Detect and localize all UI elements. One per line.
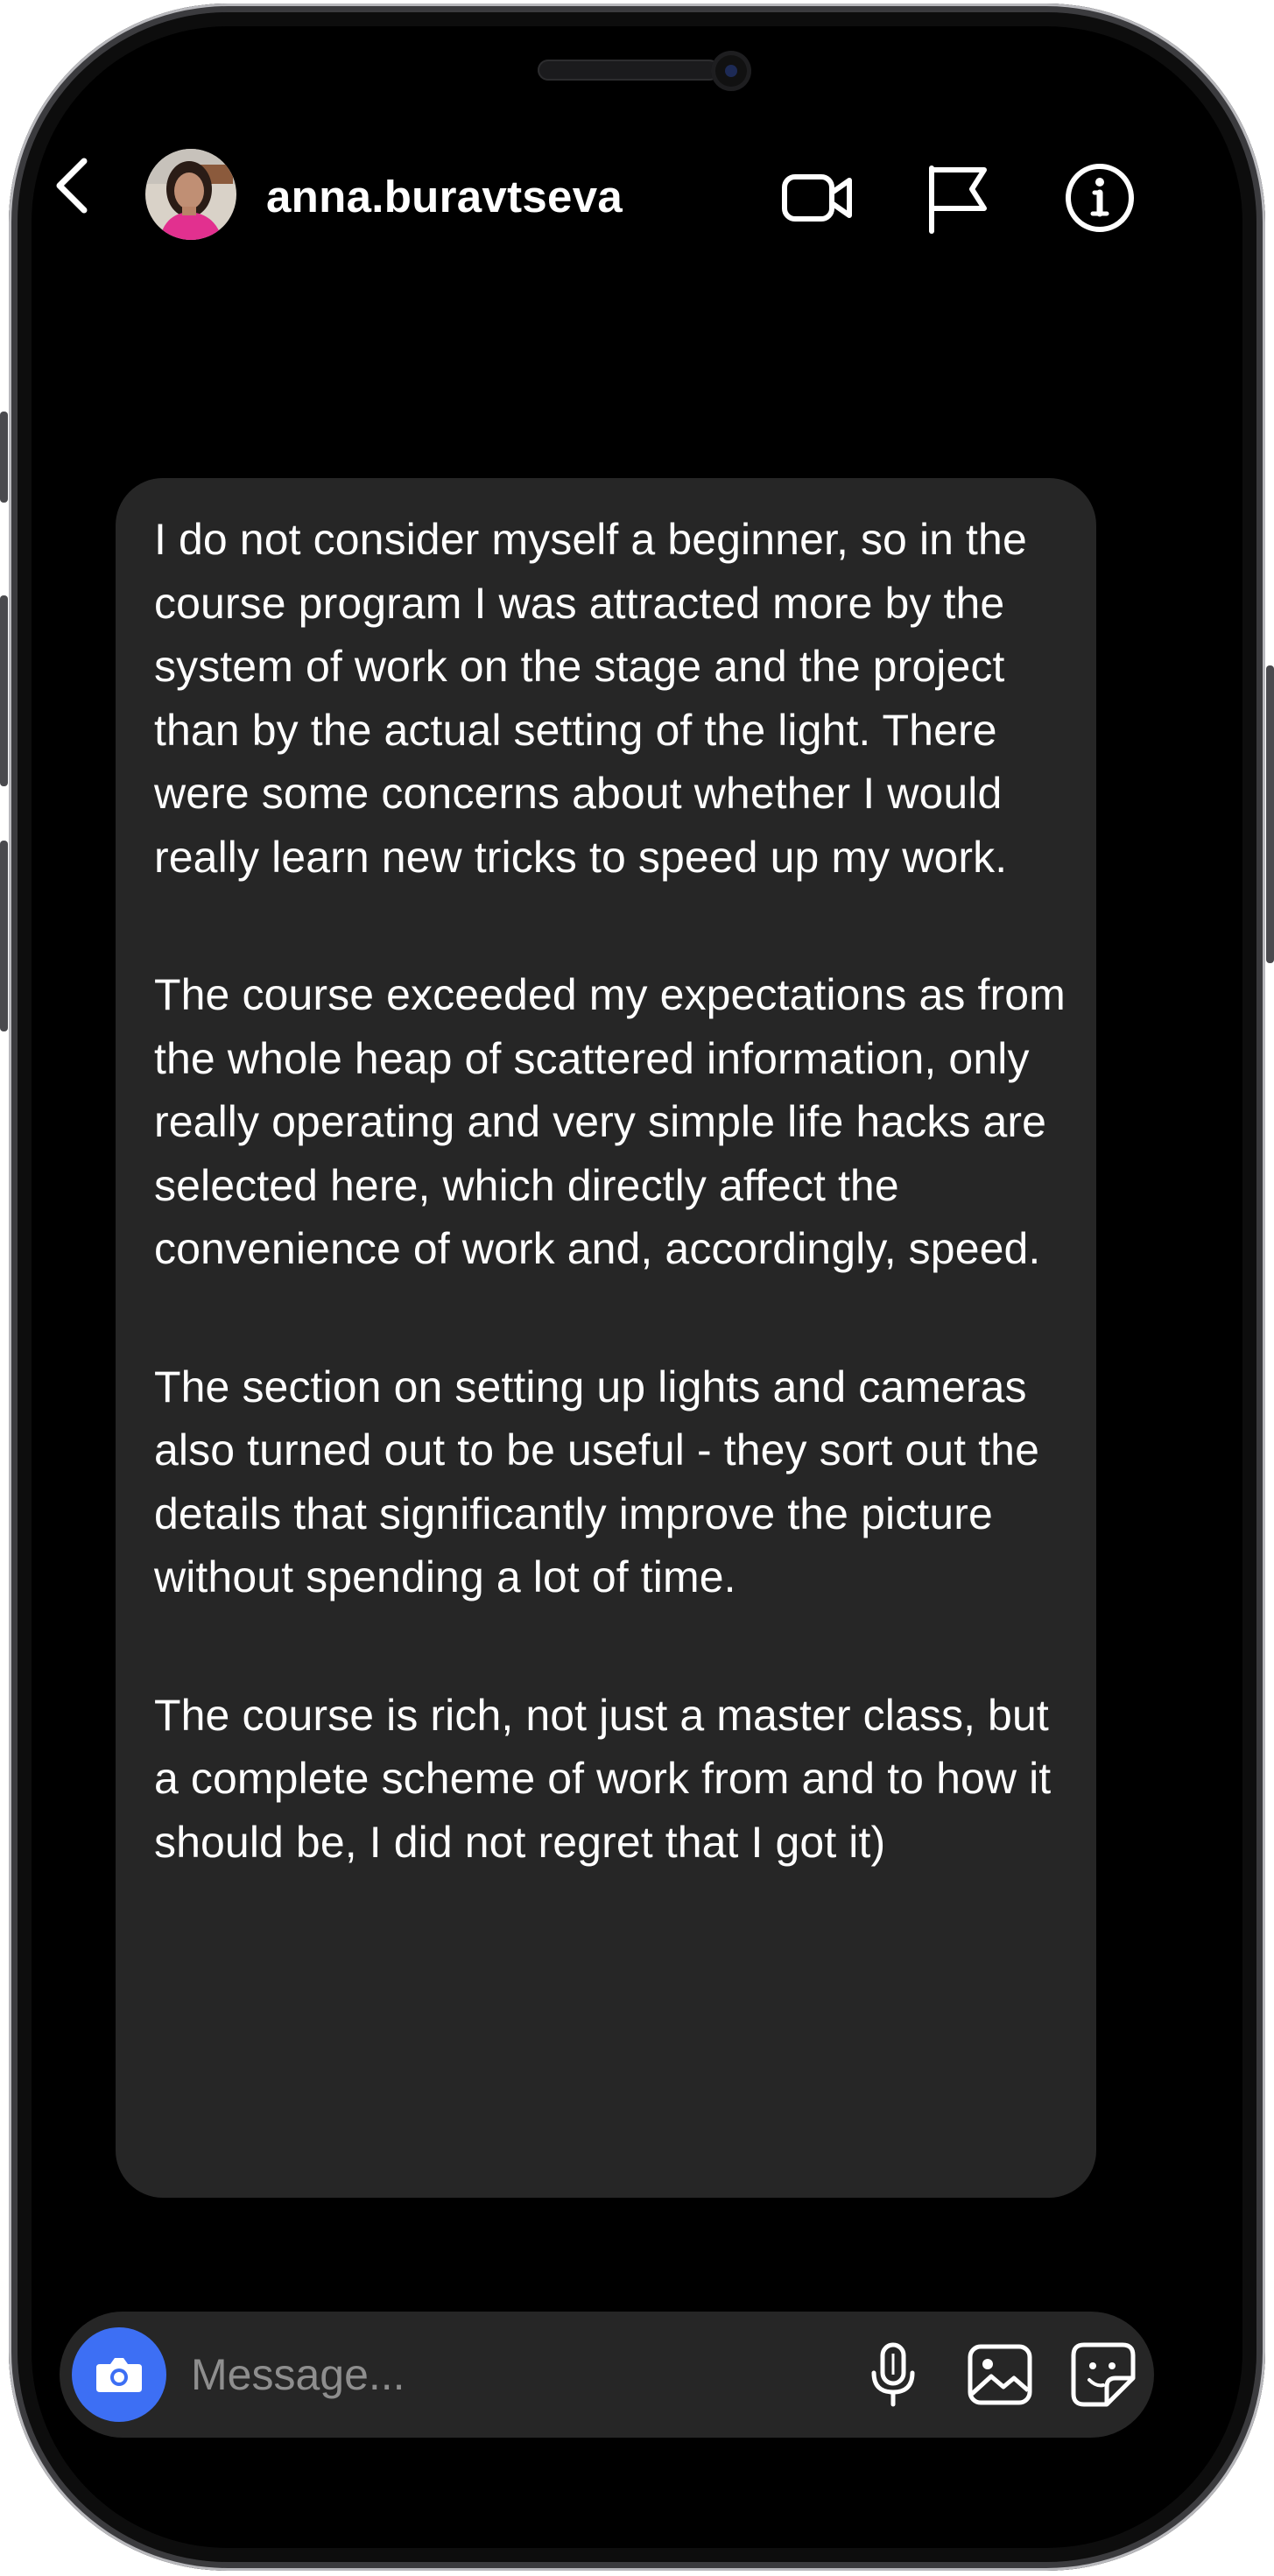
message-paragraph: I do not consider myself a beginner, so in the course program I was attracted more by the system of work on the stage and the project than by the actual setting of the light. There were some concerns about whether I would really learn new tricks to speed up my work. xyxy=(154,515,1027,882)
action-button xyxy=(0,412,8,503)
video-camera-icon[interactable] xyxy=(778,158,858,238)
camera-icon xyxy=(91,2347,147,2403)
avatar[interactable] xyxy=(145,149,236,240)
message-input[interactable] xyxy=(191,2343,716,2406)
message-composer xyxy=(60,2312,1154,2438)
camera-button[interactable] xyxy=(72,2327,166,2422)
message-paragraph: The course is rich, not just a master class, but a complete scheme of work from and to how it should be, I did not regret that I got it) xyxy=(154,1690,1052,1867)
volume-down-button xyxy=(0,841,8,1031)
front-camera xyxy=(711,51,751,91)
chevron-left-icon[interactable] xyxy=(39,151,109,221)
microphone-icon[interactable] xyxy=(856,2338,930,2411)
message-paragraph: The section on setting up lights and cameras also turned out to be useful - they sort out the details that significantly improve the picture without spending a lot of time. xyxy=(154,1362,1039,1601)
message-bubble[interactable] xyxy=(116,478,1096,2198)
earpiece-speaker xyxy=(538,60,720,81)
power-button xyxy=(1266,665,1274,963)
volume-up-button xyxy=(0,595,8,786)
sticker-icon[interactable] xyxy=(1066,2338,1140,2411)
info-icon[interactable] xyxy=(1059,158,1140,238)
image-icon[interactable] xyxy=(963,2338,1037,2411)
username[interactable]: anna.buravtseva xyxy=(266,172,623,222)
flag-icon[interactable] xyxy=(918,158,998,238)
message-paragraph: The course exceeded my expectations as from the whole heap of scattered information, only really operating and very simple life hacks are selected here, which directly affect the convenience of work and, accordingly, speed. xyxy=(154,970,1066,1273)
